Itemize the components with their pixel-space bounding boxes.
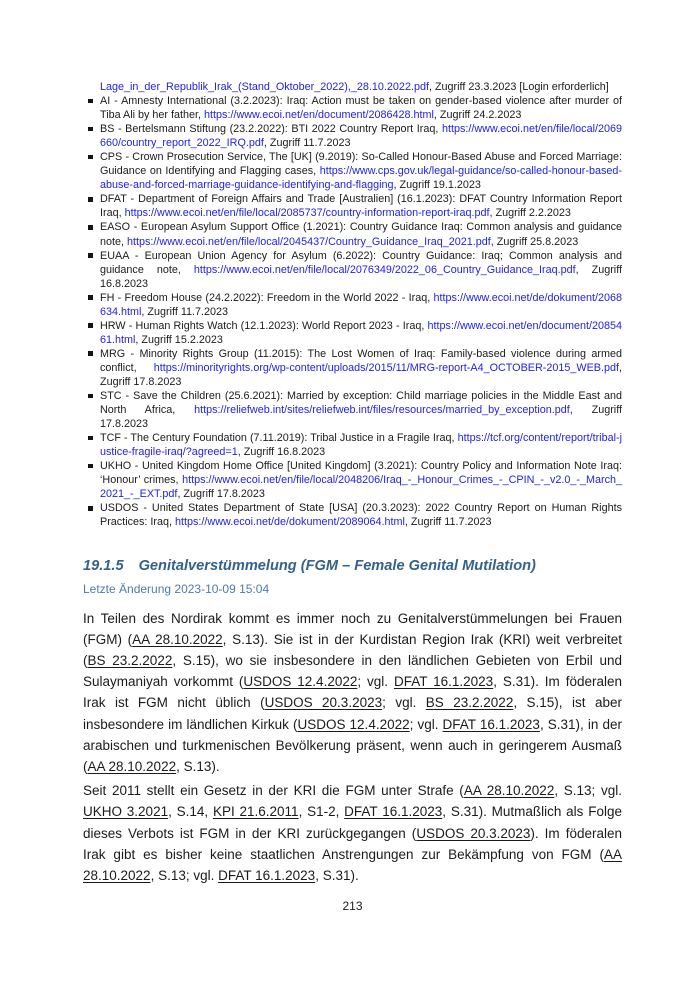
text-run: , Zugriff 17.8.2023 — [100, 404, 623, 431]
text-run: , Zugriff 11.7.2023 — [263, 137, 351, 150]
reference-text — [100, 348, 622, 388]
reference-text — [100, 151, 622, 191]
square-bullet-icon — [88, 253, 93, 258]
text-run: , Zugriff 24.2.2023 — [433, 109, 522, 122]
text-run: , Zugriff 17.8.2023 — [177, 488, 265, 501]
section-heading — [83, 557, 622, 575]
hyperlink[interactable]: https://www.cps.gov.uk/legal-guidance/so-called-honour-based-abuse-and-forced-marriage-guidance-identifying-and-flagging — [100, 165, 622, 192]
text-run: EUAA - European Union Agency for Asylum (6.2022): Country Guidance: Iraq; Common analysis and guidance note, — [100, 249, 622, 276]
square-bullet-icon — [88, 225, 93, 230]
hyperlink[interactable]: https://www.ecoi.net/en/file/local/2076349/2022_06_Country_Guidance_Iraq.pdf — [193, 263, 576, 276]
text-run: MRG - Minority Rights Group (11.2015): The Lost Women of Iraq: Family-based violence during armed conflict, — [100, 347, 622, 374]
text-run: EASO - European Asylum Support Office (1.2021): Country Guidance Iraq: Common analysis and guidance note, — [100, 221, 622, 248]
text-run: , S.15), ist aber insbesondere im ländlichen Kirkuk ( — [83, 695, 622, 732]
text-run: STC - Save the Children (25.6.2021): Married by exception: Child marriage policies in the Middle East and North Africa, — [100, 390, 622, 417]
hyperlink[interactable]: https://tcf.org/content/report/tribal-justice-fragile-iraq/?agreed=1 — [100, 432, 622, 459]
reference-text — [100, 81, 609, 93]
reference-item — [83, 389, 622, 431]
text-run: , Zugriff 16.8.2023 — [237, 446, 326, 459]
square-bullet-icon — [88, 506, 93, 511]
text-run: , S.13). — [176, 758, 220, 774]
text-run: ; vgl. — [409, 716, 443, 732]
reference-text — [100, 95, 622, 121]
reference-text — [100, 123, 622, 149]
text-run: ; vgl. — [357, 674, 394, 690]
text-run: , Zugriff 17.8.2023 — [100, 361, 622, 388]
text-run: HRW - Human Rights Watch (12.1.2023): World Report 2023 - Iraq, — [100, 319, 428, 332]
hyperlink[interactable]: https://reliefweb.int/sites/reliefweb.int/files/resources/married_by_exception.pdf — [194, 404, 570, 417]
references-list — [83, 80, 622, 530]
reference-text — [100, 502, 622, 528]
text-run: , Zugriff 16.8.2023 — [100, 263, 622, 290]
citation-link[interactable]: USDOS 20.3.2023 — [416, 825, 531, 841]
square-bullet-icon — [88, 99, 93, 104]
citation-link[interactable]: DFAT 16.1.2023 — [218, 867, 316, 883]
text-run: , S.13). Sie ist in der Kurdistan Region Irak (KRI) weit verbreitet ( — [83, 631, 622, 668]
text-run: , Zugriff 25.8.2023 — [490, 235, 579, 248]
reference-item — [83, 291, 622, 319]
text-run: USDOS - United States Department of State [USA] (20.3.2023): 2022 Country Report on Human Rights Practices: Iraq, — [100, 502, 622, 529]
reference-item — [83, 319, 622, 347]
text-run: , S.31). Mutmaßlich als Folge dieses Verbots ist FGM in der KRI zurückgegangen ( — [83, 804, 622, 841]
square-bullet-icon — [88, 127, 93, 132]
citation-link[interactable]: BS 23.2.2022 — [87, 652, 173, 668]
last-change-note: Letzte Änderung 2023-10-09 15:04 — [83, 581, 270, 596]
reference-text — [100, 250, 622, 290]
reference-item — [83, 431, 622, 459]
reference-text — [100, 460, 622, 500]
hyperlink[interactable]: https://www.ecoi.net/en/file/local/2085737/country-information-report-iraq.pdf — [124, 207, 490, 220]
square-bullet-icon — [88, 436, 93, 441]
hyperlink[interactable]: https://www.ecoi.net/en/file/local/2045437/Country_Guidance_Iraq_2021.pdf — [127, 235, 491, 248]
reference-text — [100, 432, 622, 458]
citation-link[interactable]: AA 28.10.2022 — [132, 631, 223, 647]
body-paragraph — [83, 780, 622, 886]
section-number: 19.1.5 — [83, 557, 124, 574]
reference-text — [100, 320, 622, 346]
reference-item — [83, 122, 622, 150]
square-bullet-icon — [88, 197, 93, 202]
text-run: ; vgl. — [382, 695, 426, 711]
reference-text — [100, 193, 622, 219]
hyperlink[interactable]: https://www.ecoi.net/en/file/local/2048206/Iraq_-_Honour_Crimes_-_CPIN_-_v2.0_-_March_2021_-_EXT.pdf — [100, 474, 622, 501]
reference-item — [83, 249, 622, 291]
body-paragraphs — [83, 608, 622, 887]
citation-link[interactable]: AA 28.10.2022 — [83, 846, 622, 883]
square-bullet-icon — [88, 464, 93, 469]
citation-link[interactable]: AA 28.10.2022 — [87, 758, 177, 774]
hyperlink[interactable]: https://www.ecoi.net/de/dokument/2068634.html — [100, 291, 622, 318]
citation-link[interactable]: USDOS 20.3.2023 — [264, 695, 383, 711]
hyperlink[interactable]: https://www.ecoi.net/en/document/2086428.html — [204, 109, 434, 122]
text-run: , S1-2, — [298, 804, 345, 820]
section-title: Genitalverstümmelung (FGM – Female Genital Mutilation) — [138, 557, 536, 574]
text-run: ). Im föderalen Irak gibt es bisher keine staatlichen Anstrengungen zur Bekämpfung von FGM ( — [83, 825, 622, 862]
text-run: , S.15), wo sie insbesondere in den ländlichen Gebieten von Erbil und Sulaymaniyah vorkommt ( — [83, 652, 622, 690]
citation-link[interactable]: KPI 21.6.2011 — [212, 804, 299, 820]
citation-link[interactable]: DFAT 16.1.2023 — [344, 804, 443, 820]
text-run: FH - Freedom House (24.2.2022): Freedom in the World 2022 - Iraq, — [100, 291, 434, 304]
body-paragraph — [83, 608, 622, 778]
reference-item — [83, 150, 622, 192]
square-bullet-icon — [88, 394, 93, 399]
text-run: BS - Bertelsmann Stiftung (23.2.2022): BTI 2022 Country Report Iraq, — [100, 123, 442, 136]
hyperlink[interactable]: https://www.ecoi.net/de/dokument/2089064.html — [175, 516, 405, 529]
text-run: TCF - The Century Foundation (7.11.2019): Tribal Justice in a Fragile Iraq, — [100, 432, 458, 445]
text-run: , Zugriff 15.2.2023 — [135, 333, 223, 346]
citation-link[interactable]: UKHO 3.2021 — [83, 804, 169, 820]
text-run: , Zugriff 23.3.2023 [Login erforderlich] — [428, 81, 609, 93]
reference-text — [100, 221, 622, 247]
reference-text — [100, 390, 622, 430]
reference-item — [83, 220, 622, 248]
reference-item — [83, 192, 622, 220]
citation-link[interactable]: DFAT 16.1.2023 — [393, 674, 494, 690]
citation-link[interactable]: USDOS 12.4.2022 — [243, 674, 358, 690]
text-run: , S.31), in der arabischen und turkmenischen Bevölkerung präsent, wenn auch in geringerem Ausmaß ( — [83, 716, 622, 774]
text-run: AI - Amnesty International (3.2.2023): Iraq: Action must be taken on gender-based violence after murder of Tiba Ali by her father, — [100, 95, 622, 122]
text-run: DFAT - Department of Foreign Affairs and Trade [Australien] (16.1.2023): DFAT Country Information Report Iraq, — [100, 193, 622, 220]
citation-link[interactable]: AA 28.10.2022 — [463, 783, 555, 799]
reference-item — [83, 459, 622, 501]
reference-item — [83, 94, 622, 122]
reference-item-continuation — [83, 80, 622, 94]
reference-item — [83, 347, 622, 389]
citation-link[interactable]: DFAT 16.1.2023 — [442, 716, 540, 732]
square-bullet-icon — [88, 295, 93, 300]
text-run: In Teilen des Nordirak kommt es immer noch zu Genitalverstümmelungen bei Frauen (FGM) ( — [83, 610, 622, 647]
text-run: , S.13; vgl. — [150, 867, 219, 883]
text-run: CPS - Crown Prosecution Service, The [UK] (9.2019): So-Called Honour-Based Abuse and Forced Marriage: Guidance on Identifying and Flagging cases, — [100, 151, 622, 178]
text-run: , Zugriff 19.1.2023 — [393, 179, 481, 192]
text-run: , Zugriff 2.2.2023 — [489, 207, 571, 220]
text-run: UKHO - United Kingdom Home Office [United Kingdom] (3.2021): Country Policy and Information Note Iraq: ‘Honour’ crimes, — [100, 460, 622, 487]
hyperlink[interactable]: https://www.ecoi.net/en/document/2085461.html — [100, 319, 622, 346]
hyperlink[interactable]: Lage_in_der_Republik_Irak_(Stand_Oktober_2022),_28.10.2022.pdf — [100, 81, 429, 93]
citation-link[interactable]: BS 23.2.2022 — [425, 695, 514, 711]
text-run: , S.31). — [315, 867, 359, 883]
square-bullet-icon — [88, 155, 93, 160]
text-run: , S.14, — [168, 804, 213, 820]
hyperlink[interactable]: https://minorityrights.org/wp-content/uploads/2015/11/MRG-report-A4_OCTOBER-2015_WEB.pdf — [153, 361, 619, 374]
reference-items-container — [83, 94, 622, 529]
reference-text — [100, 292, 622, 318]
hyperlink[interactable]: https://www.ecoi.net/en/file/local/2069660/country_report_2022_IRQ.pdf — [100, 123, 622, 150]
text-run: , S.13; vgl. — [554, 783, 622, 799]
text-run: , S.31). Im föderalen Irak ist FGM nicht üblich ( — [83, 674, 622, 711]
square-bullet-icon — [88, 351, 93, 356]
page-number: 213 — [342, 899, 363, 914]
reference-item — [83, 501, 622, 529]
text-run: , Zugriff 11.7.2023 — [141, 305, 229, 318]
text-run: , Zugriff 11.7.2023 — [404, 516, 492, 529]
square-bullet-icon — [88, 323, 93, 328]
text-run: Seit 2011 stellt ein Gesetz in der KRI die FGM unter Strafe ( — [83, 783, 464, 799]
citation-link[interactable]: USDOS 12.4.2022 — [297, 716, 410, 732]
